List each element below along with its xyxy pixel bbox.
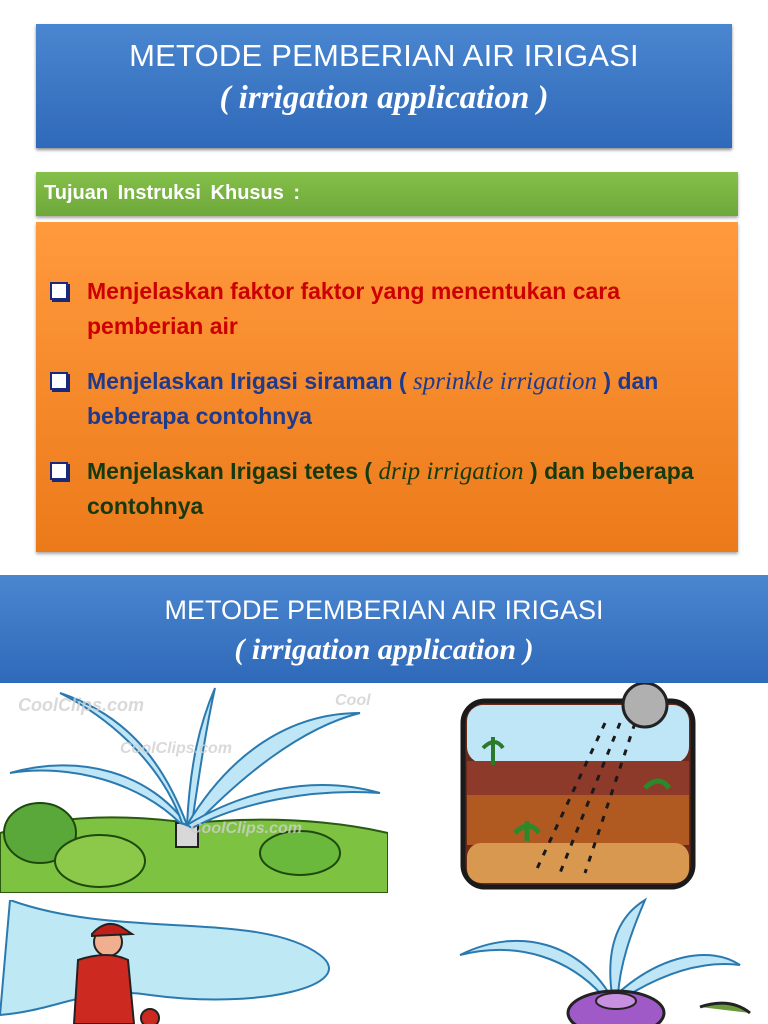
- title-box: [36, 24, 732, 148]
- page-title: METODE PEMBERIAN AIR IRIGASI: [129, 38, 639, 73]
- bullet-text-before: Menjelaskan Irigasi siraman (: [87, 368, 407, 394]
- watering-can-soil-image: [455, 683, 705, 895]
- bullet-text: [87, 364, 720, 434]
- watermark: CoolClips.com: [190, 820, 303, 837]
- purple-sprinkler-image: [420, 895, 768, 1024]
- bullet-italic-term: drip irrigation: [378, 458, 524, 485]
- page-subtitle: ( irrigation application ): [219, 80, 549, 116]
- slide-2-title-box: [0, 575, 768, 683]
- watermark: CoolClips.com: [120, 740, 233, 757]
- checkbox-bullet-icon: [50, 372, 68, 390]
- list-item: [50, 364, 720, 434]
- checkbox-bullet-icon: [50, 462, 68, 480]
- watermark-short: Cool: [335, 692, 371, 709]
- objectives-box: [36, 222, 738, 552]
- bullet-italic-term: sprinkle irrigation: [412, 368, 598, 395]
- section-label: Tujuan Instruksi Khusus :: [44, 182, 301, 204]
- list-item: [50, 454, 720, 524]
- slide-2-title: METODE PEMBERIAN AIR IRIGASI: [164, 595, 604, 625]
- bullet-text-after: ) dan beberapa contohnya: [87, 368, 659, 429]
- bullet-text: Menjelaskan faktor faktor yang menentukan cara pemberian air: [87, 278, 621, 339]
- bullet-text: [87, 454, 720, 524]
- checkbox-bullet-icon: [50, 282, 68, 300]
- bullet-text-after: ) dan beberapa contohnya: [87, 458, 694, 519]
- section-bar: [36, 172, 738, 216]
- gardener-hose-image: [0, 900, 400, 1024]
- slide-2-subtitle: ( irrigation application ): [234, 633, 534, 666]
- watermark: CoolClips.com: [18, 695, 145, 715]
- sprinkler-fountain-image: [0, 683, 388, 893]
- list-item: [50, 274, 720, 344]
- bullet-text-before: Menjelaskan Irigasi tetes (: [87, 458, 373, 484]
